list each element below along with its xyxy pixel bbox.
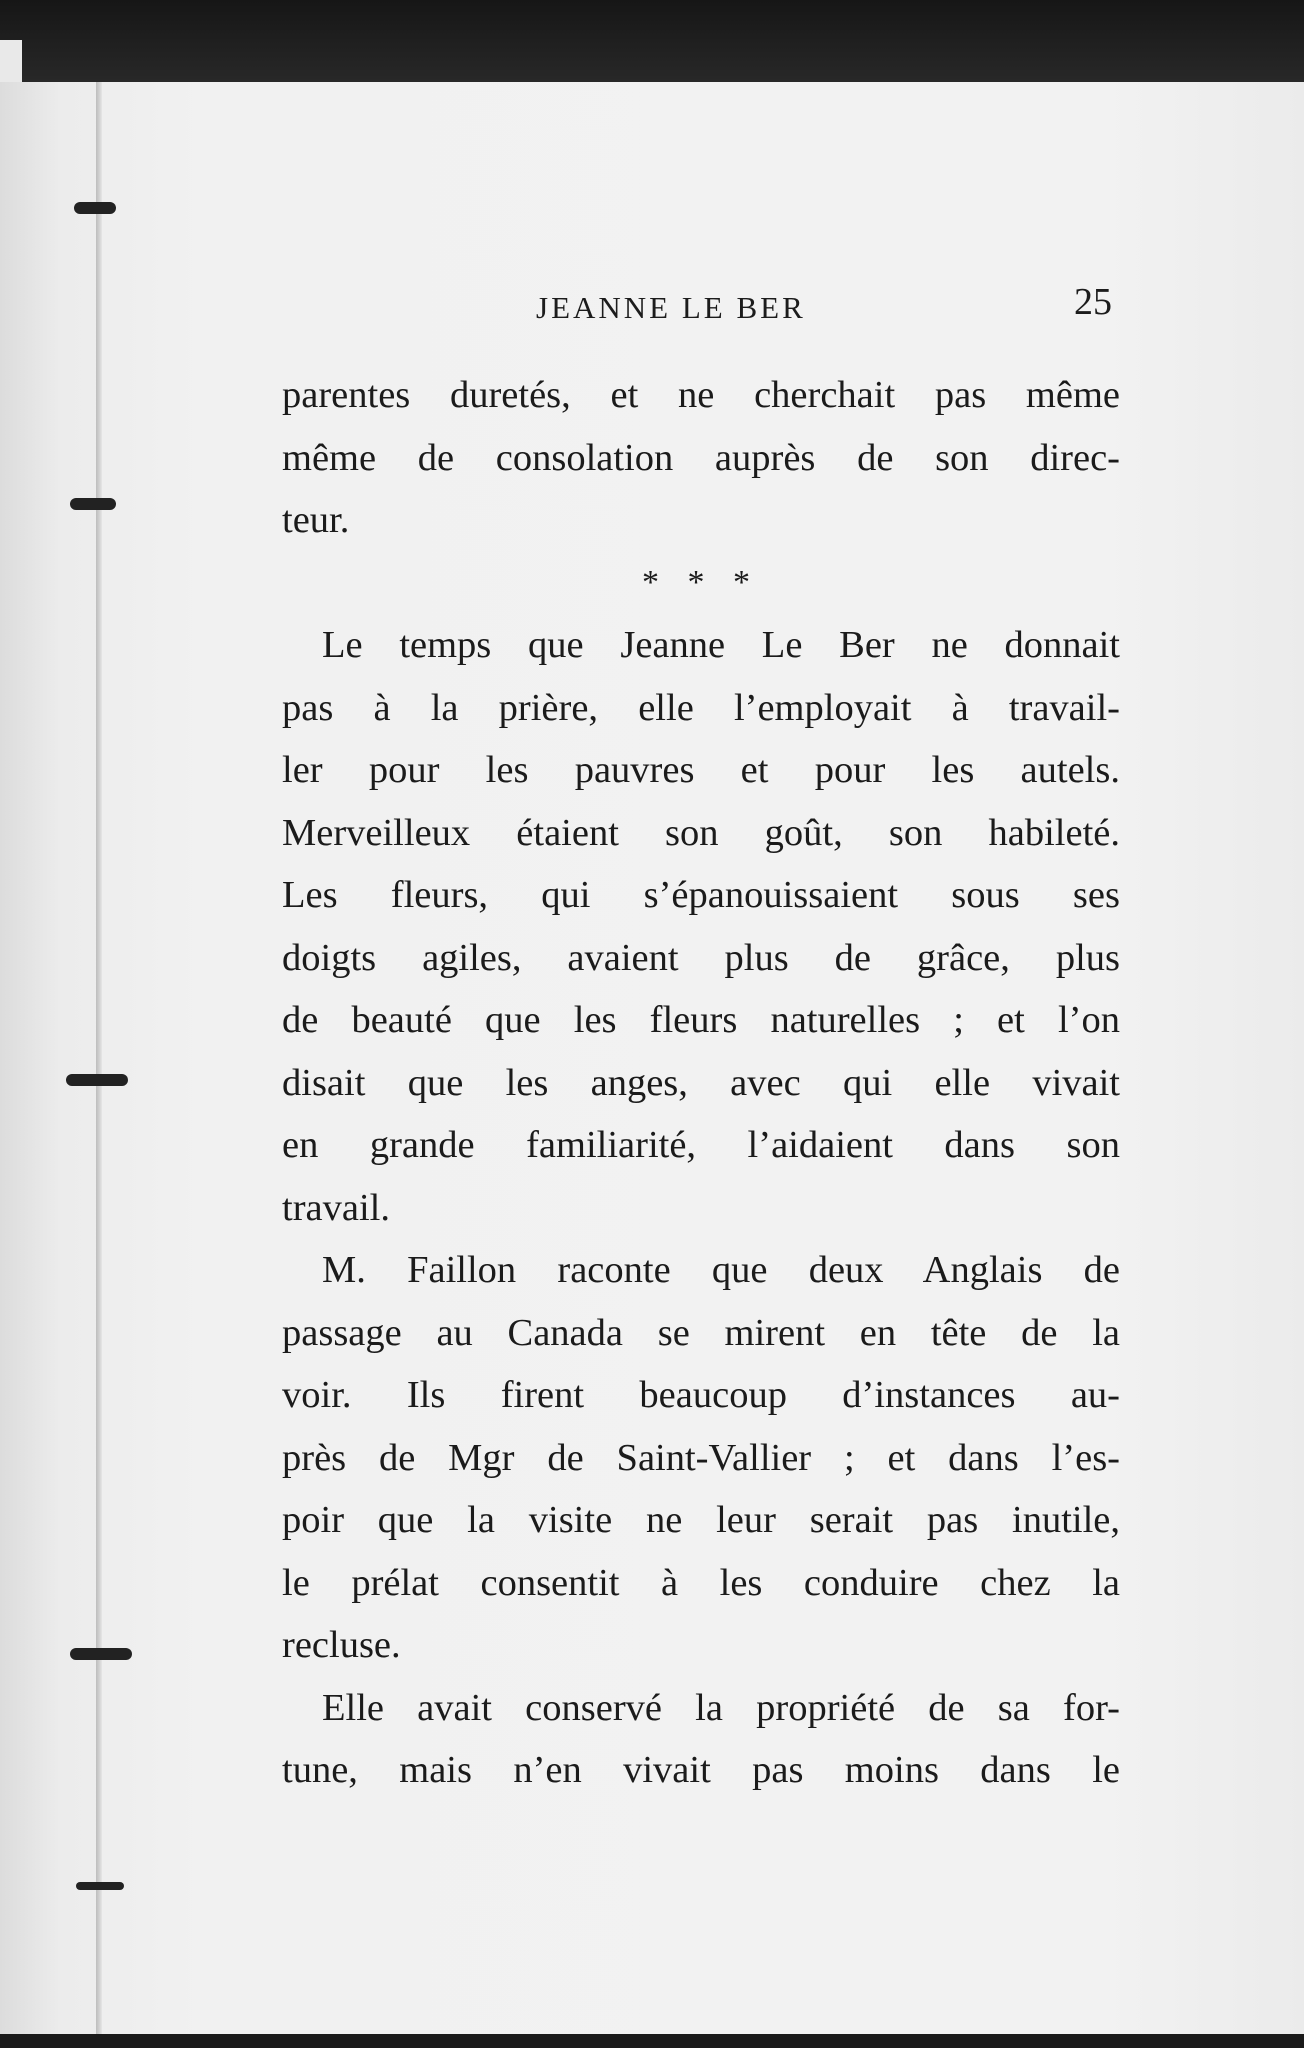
text-line: ler pour les pauvres et pour les autels. — [282, 749, 1120, 791]
running-header — [280, 280, 1120, 330]
paragraph — [282, 614, 1120, 1239]
paragraph — [282, 1239, 1120, 1677]
text-line: en grande familiarité, l’aidaient dans son — [282, 1124, 1120, 1166]
text-line: recluse. — [282, 1624, 401, 1666]
text-line: de beauté que les fleurs naturelles ; et l’on — [282, 999, 1120, 1041]
text-line: près de Mgr de Saint-Vallier ; et dans l’es- — [282, 1436, 1120, 1479]
scan-bottom-border — [0, 2034, 1304, 2048]
binding-gutter — [96, 82, 102, 2034]
text-line: teur. — [282, 499, 350, 541]
binding-stitch — [70, 1648, 132, 1660]
text-line: Le temps que Jeanne Le Ber ne donnait — [322, 624, 1120, 666]
text-line: pas à la prière, elle l’employait à travail- — [282, 686, 1120, 729]
text-line: Les fleurs, qui s’épanouissaient sous ses — [282, 874, 1120, 916]
text-line: disait que les anges, avec qui elle vivait — [282, 1061, 1120, 1104]
section-separator: * * * — [642, 563, 760, 601]
paragraph — [282, 364, 1120, 552]
text-line: travail. — [282, 1186, 390, 1229]
binding-stitch — [66, 1074, 128, 1086]
binding-stitch — [76, 1882, 124, 1890]
paragraph — [282, 1677, 1120, 1802]
text-line: passage au Canada se mirent en tête de la — [282, 1311, 1120, 1354]
text-line: Merveilleux étaient son goût, son habileté. — [282, 811, 1120, 854]
text-line: le prélat consentit à les conduire chez la — [282, 1561, 1120, 1604]
text-line: parentes duretés, et ne cherchait pas même — [282, 374, 1120, 416]
binding-stitch — [70, 498, 116, 510]
scan-edge-tab — [0, 40, 22, 84]
binding-stitch — [74, 202, 116, 214]
text-line: Elle avait conservé la propriété de sa for- — [322, 1686, 1120, 1729]
text-line: M. Faillon raconte que deux Anglais de — [322, 1249, 1120, 1291]
running-title: JEANNE LE BER — [536, 290, 806, 325]
text-line: doigts agiles, avaient plus de grâce, plus — [282, 936, 1120, 979]
text-line: poir que la visite ne leur serait pas inutile, — [282, 1499, 1120, 1541]
text-line: même de consolation auprès de son direc- — [282, 436, 1120, 479]
body-text — [282, 364, 1120, 1802]
text-line: tune, mais n’en vivait pas moins dans le — [282, 1749, 1120, 1791]
text-line: voir. Ils firent beaucoup d’instances au- — [282, 1374, 1120, 1416]
page-number: 25 — [1074, 281, 1112, 323]
